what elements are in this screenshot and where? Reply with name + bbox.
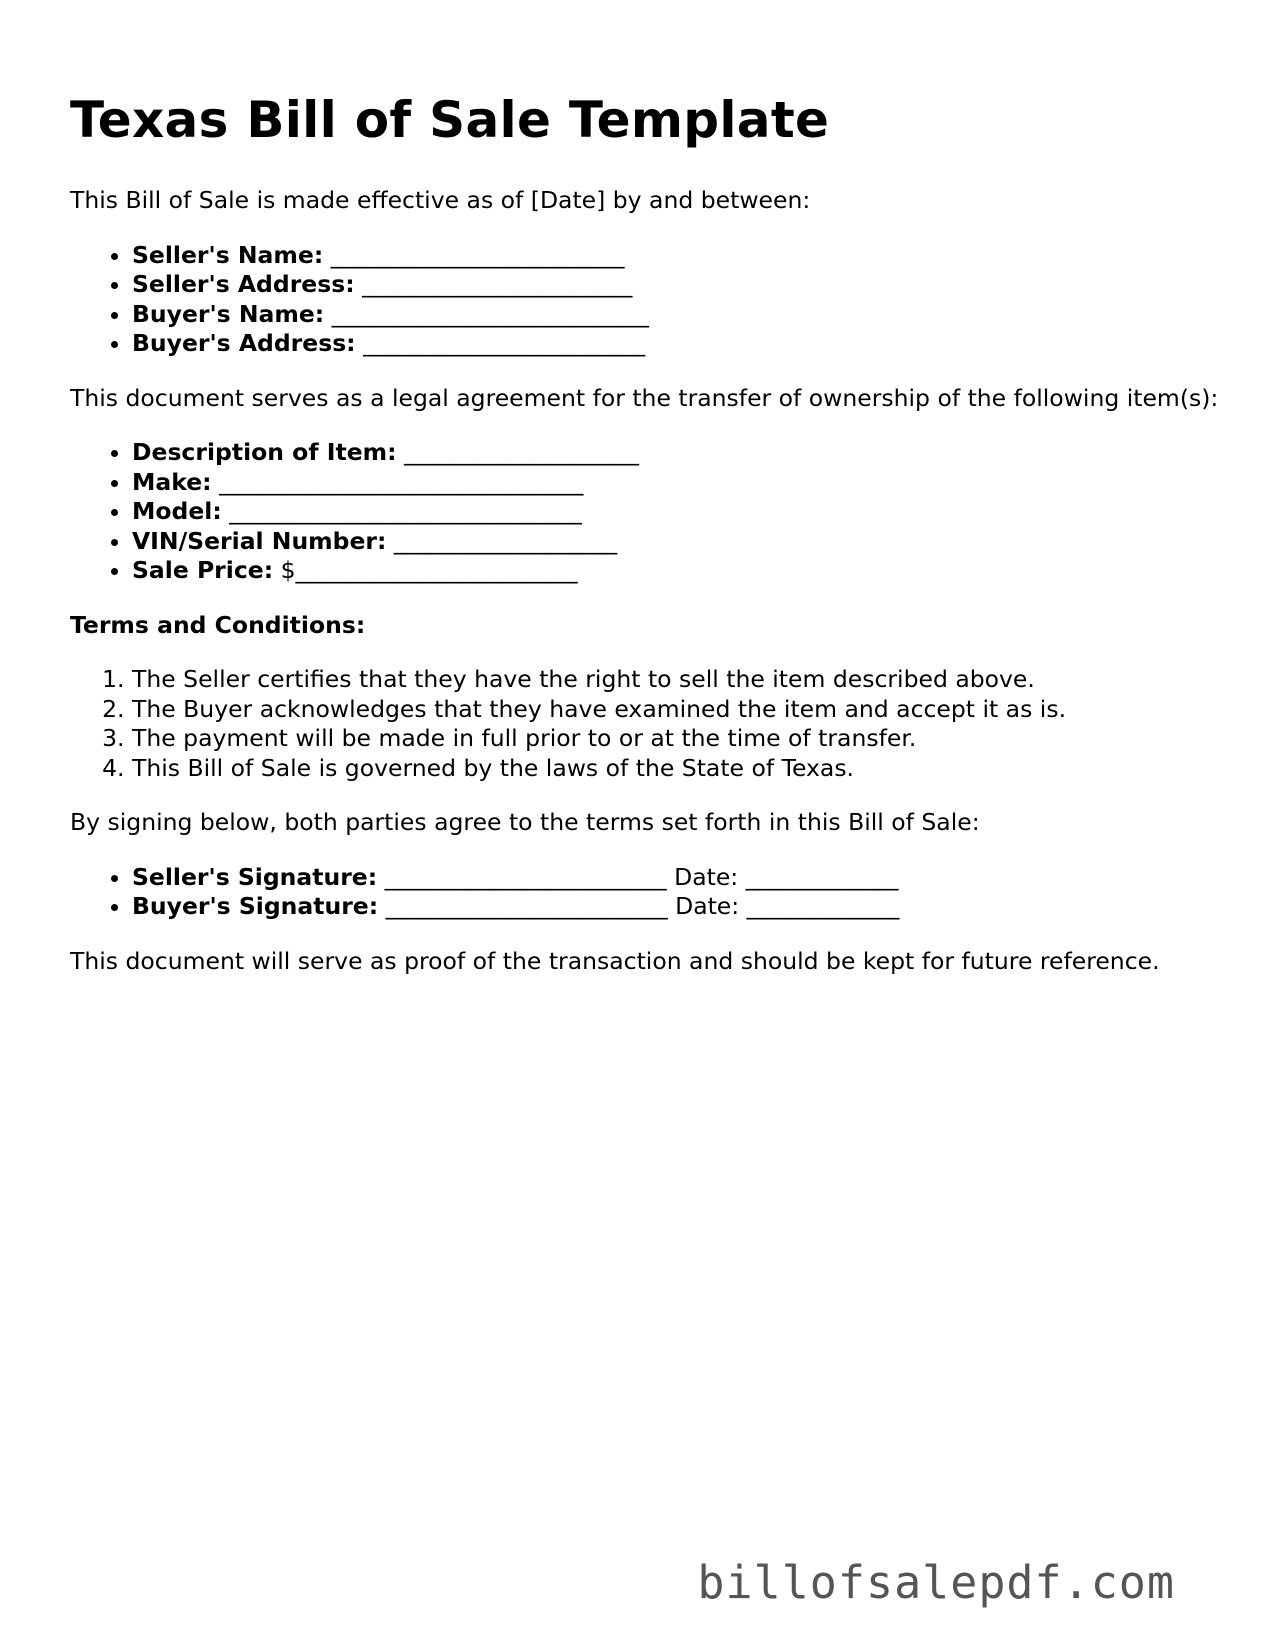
- terms-heading: Terms and Conditions:: [70, 610, 366, 639]
- field-label: Model:: [132, 497, 222, 525]
- site-watermark: billofsalepdf.com: [697, 1556, 1175, 1609]
- item-field-model: [132, 497, 1220, 527]
- field-label: Make:: [132, 467, 212, 496]
- party-item-sellers-name: [132, 241, 1220, 271]
- field-label: VIN/Serial Number:: [132, 526, 387, 555]
- item-field-sale-price: [132, 556, 1220, 586]
- term-item: 1. The Seller certifies that they have the right to sell the item described above.: [132, 665, 1220, 695]
- document-title: Texas Bill of Sale Template: [70, 91, 830, 149]
- term-item: 4. This Bill of Sale is governed by the laws of the State of Texas.: [132, 754, 1220, 784]
- party-item-sellers-address: [132, 270, 1220, 300]
- item-field-description: [132, 438, 1220, 468]
- field-blank: ________________________ Date: _____________: [384, 862, 899, 891]
- closing-paragraph: This document will serve as proof of the transaction and should be kept for future reference.: [70, 946, 1160, 975]
- item-field-vin: [132, 527, 1220, 557]
- field-label: Description of Item:: [132, 438, 397, 466]
- field-label: Seller's Name:: [132, 240, 324, 269]
- intro-paragraph: This Bill of Sale is made effective as of [Date] by and between:: [70, 186, 811, 214]
- field-label: Buyer's Signature:: [132, 892, 379, 920]
- field-blank: ___________________: [393, 526, 618, 555]
- field-label: Seller's Address:: [132, 270, 355, 298]
- field-blank: ________________________: [363, 329, 646, 357]
- item-field-make: [132, 468, 1220, 498]
- field-blank: _________________________: [330, 240, 625, 269]
- field-label: Buyer's Address:: [132, 329, 356, 357]
- field-blank: _______________________: [362, 270, 633, 298]
- parties-list: [70, 241, 1220, 359]
- party-item-buyers-address: [132, 329, 1220, 359]
- field-blank: ______________________________: [229, 497, 582, 525]
- term-item: 3. The payment will be made in full prior to or at the time of transfer.: [132, 724, 1220, 754]
- field-blank: ________________________ Date: _____________: [385, 892, 900, 920]
- field-blank: $________________________: [280, 556, 578, 584]
- terms-list: [70, 665, 1220, 783]
- field-label: Sale Price:: [132, 556, 274, 584]
- item-intro-paragraph: This document serves as a legal agreement for the transfer of ownership of the following item(s):: [70, 383, 1219, 412]
- signature-item-seller: [132, 863, 1220, 893]
- field-label: Buyer's Name:: [132, 299, 325, 328]
- field-blank: _______________________________: [219, 467, 584, 496]
- party-item-buyers-name: [132, 300, 1220, 330]
- signatures-list: [70, 863, 1220, 922]
- document-page: [70, 0, 1220, 976]
- signing-intro-paragraph: By signing below, both parties agree to the terms set forth in this Bill of Sale:: [70, 808, 980, 836]
- field-blank: ____________________: [404, 438, 640, 466]
- term-item: 2. The Buyer acknowledges that they have examined the item and accept it as is.: [132, 695, 1220, 725]
- signature-item-buyer: [132, 892, 1220, 922]
- field-label: Seller's Signature:: [132, 862, 378, 891]
- field-blank: ___________________________: [331, 299, 649, 328]
- items-list: [70, 438, 1220, 586]
